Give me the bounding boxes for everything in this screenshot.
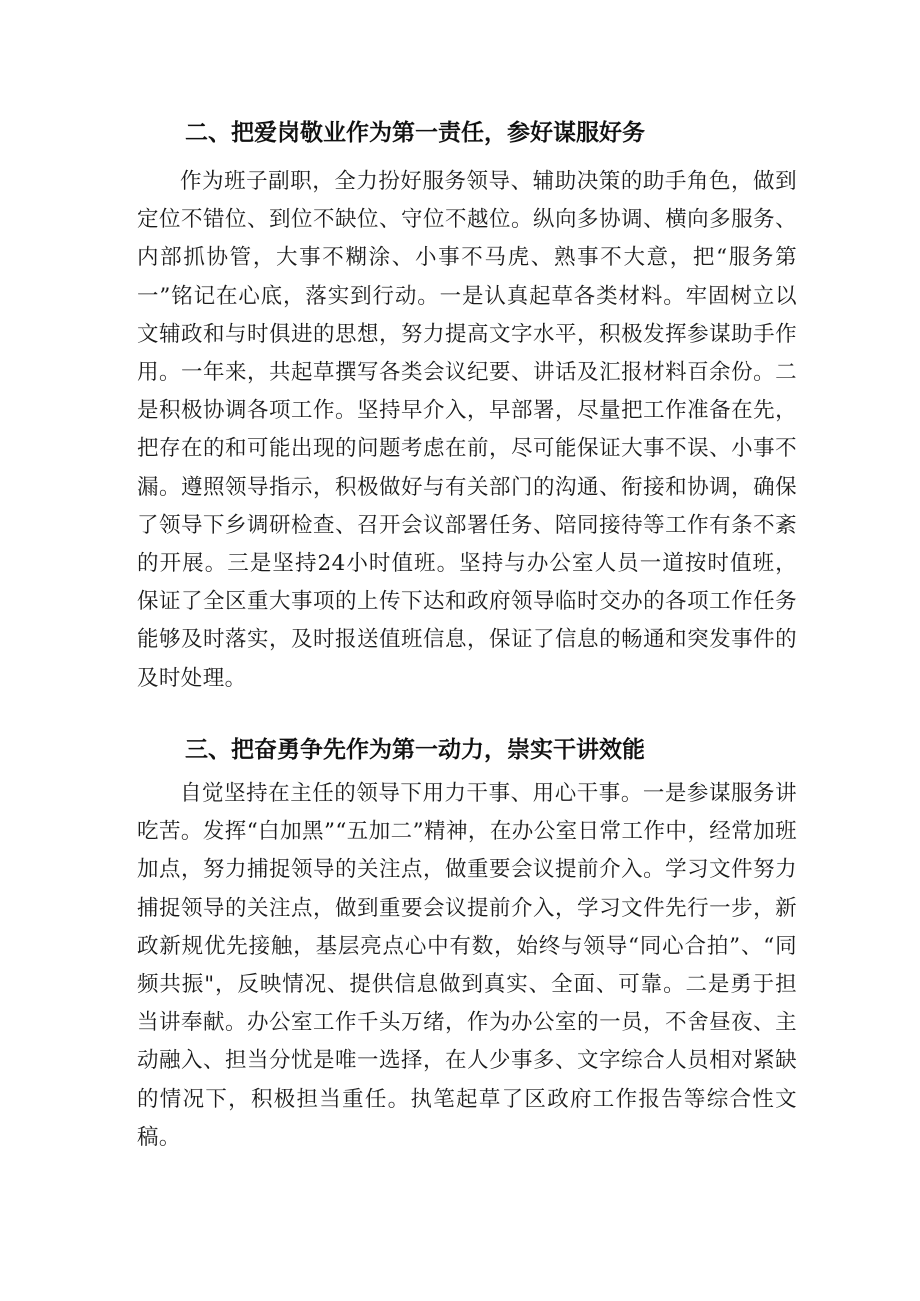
section-2-heading: 二、把爱岗敬业作为第一责任，参好谋服好务	[185, 120, 645, 146]
section-2-paragraph: 作为班子副职，全力扮好服务领导、辅助决策的助手角色，做到定位不错位、到位不缺位、守位不越位。纵向多协调、横向多服务、内部抓协管，大事不糊涂、小事不马虎、熟事不大意，把“服务第一”铭记在心底，落实到行动。一是认真起草各类材料。牢固树立以文辅政和与时俱进的思想，努力提高文字水平，积极发挥参谋助手作用。一年来，共起草撰写各类会议纪要、讲话及汇报材料百余份。二是积极协调各项工作。坚持早介入，早部署，尽量把工作准备在先，把存在的和可能出现的问题考虑在前，尽可能保证大事不误、小事不漏。遵照领导指示，积极做好与有关部门的沟通、衔接和协调，确保了领导下乡调研检查、召开会议部署任务、陪同接待等工作有条不紊的开展。三是坚持24小时值班。坚持与办公室人员一道按时值班，保证了全区重大事项的上传下达和政府领导临时交办的各项工作任务能够及时落实，及时报送值班信息，保证了信息的畅通和突发事件的及时处理。	[137, 169, 797, 691]
section-3-heading: 三、把奋勇争先作为第一动力，崇实干讲效能	[185, 737, 645, 763]
section-3-paragraph: 自觉坚持在主任的领导下用力干事、用心干事。一是参谋服务讲吃苦。发挥“白加黑”“五加二”精神，在办公室日常工作中，经常加班加点，努力捕捉领导的关注点，做重要会议提前介入。学习文件努力捕捉领导的关注点，做到重要会议提前介入，学习文件先行一步，新政新规优先接触，基层亮点心中有数，始终与领导“同心合拍”、“同频共振"，反映情况、提供信息做到真实、全面、可靠。二是勇于担当讲奉献。办公室工作千头万绪，作为办公室的一员，不舍昼夜、主动融入、担当分忧是唯一选择，在人少事多、文字综合人员相对紧缺的情况下，积极担当重任。执笔起草了区政府工作报告等综合性文稿。	[137, 781, 797, 1150]
